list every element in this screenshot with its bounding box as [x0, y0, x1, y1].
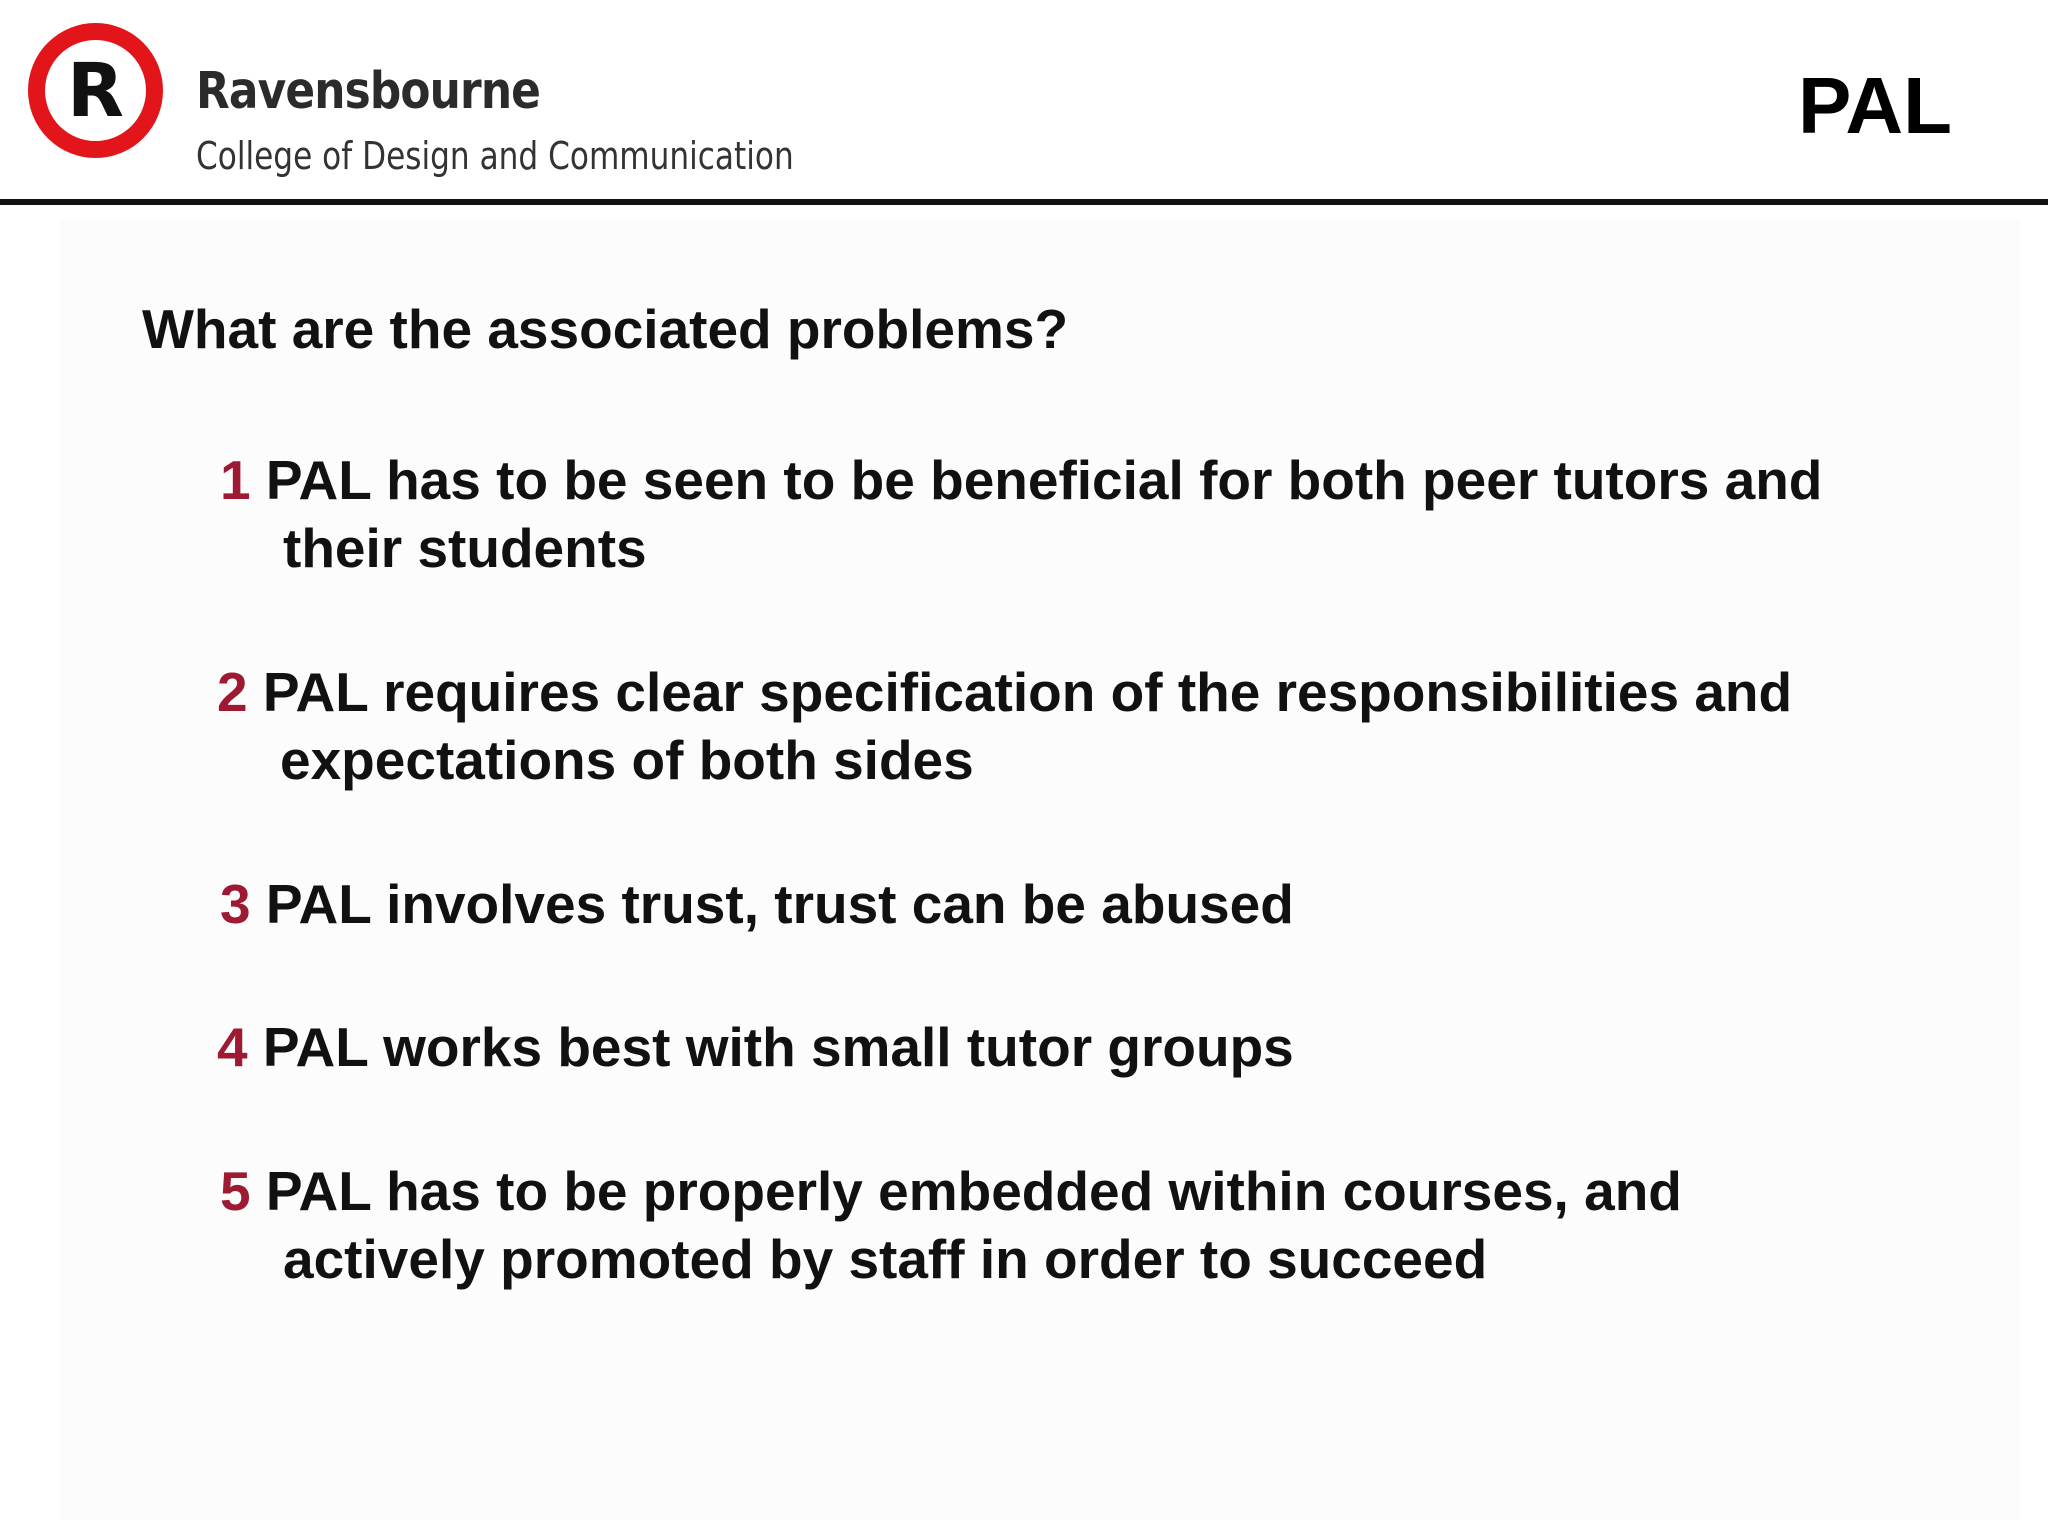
ravensbourne-logo — [27, 22, 164, 159]
problem-line — [220, 870, 2000, 938]
problem-line — [217, 658, 1997, 726]
problem-number: 5 — [220, 1160, 251, 1222]
problem-number: 1 — [220, 449, 251, 511]
problem-line — [220, 446, 2000, 514]
problem-item-2 — [217, 658, 1997, 794]
problem-line — [220, 1157, 2000, 1225]
logo-letter: R — [67, 48, 124, 134]
problem-text: PAL requires clear specification of the responsibilities and — [262, 661, 1793, 723]
header-divider — [0, 199, 2048, 205]
problem-text-continued: their students — [283, 517, 647, 579]
problem-item-3 — [220, 870, 2000, 938]
problem-text-continued: actively promoted by staff in order to succeed — [283, 1228, 1488, 1290]
problem-text: PAL has to be seen to be beneficial for both peer tutors and — [265, 449, 1823, 511]
problem-number: 4 — [217, 1016, 248, 1078]
brand-subtitle: College of Design and Communication — [196, 134, 794, 178]
problem-text-continued: expectations of both sides — [280, 729, 974, 791]
page-title: PAL — [1797, 61, 1952, 150]
problem-item-5 — [220, 1157, 2000, 1293]
problem-text: PAL works best with small tutor groups — [262, 1016, 1294, 1078]
problem-line — [217, 1013, 1997, 1081]
problem-item-4 — [217, 1013, 1997, 1081]
problem-number: 2 — [217, 661, 248, 723]
problem-number: 3 — [220, 873, 251, 935]
problem-item-1 — [220, 446, 2000, 582]
problem-text: PAL involves trust, trust can be abused — [265, 873, 1294, 935]
problem-text: PAL has to be properly embedded within courses, and — [265, 1160, 1682, 1222]
slide-header — [0, 0, 2048, 200]
slide-question: What are the associated problems? — [142, 298, 1069, 360]
brand-name: Ravensbourne — [196, 62, 541, 121]
